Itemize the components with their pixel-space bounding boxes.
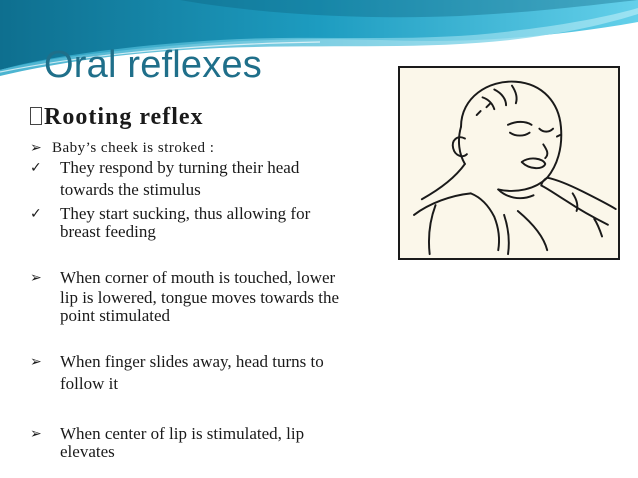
checkmark-icon: ✓: [30, 206, 42, 222]
list-item-text: follow it: [60, 374, 119, 393]
section-heading: [30, 104, 204, 131]
arrow-bullet-icon: ➢: [30, 270, 42, 286]
list-item-text: elevates: [60, 442, 115, 461]
baby-sketch-image: [400, 68, 618, 258]
list-item-text: When finger slides away, head turns to: [60, 352, 324, 371]
list-item-text: When center of lip is stimulated, lip: [60, 424, 305, 443]
list-item-text: breast feeding: [60, 222, 156, 241]
slide-title: Oral reflexes: [44, 44, 263, 86]
list-item-text: towards the stimulus: [60, 180, 201, 199]
section-heading-text: Rooting reflex: [44, 104, 204, 130]
list-item-text: point stimulated: [60, 306, 171, 325]
list-item-text: When corner of mouth is touched, lower: [60, 268, 336, 287]
missing-glyph-icon: [30, 107, 42, 125]
baby-rooting-illustration: [398, 66, 620, 260]
list-item-text: lip is lowered, tongue moves towards the: [60, 288, 340, 307]
arrow-bullet-icon: ➢: [30, 426, 42, 442]
arrow-bullet-icon: ➢: [30, 354, 42, 370]
list-item-text: They respond by turning their head: [60, 158, 300, 177]
arrow-bullet-icon: ➢: [30, 140, 42, 156]
list-item-text: They start sucking, thus allowing for: [60, 204, 311, 223]
intro-text: Baby’s cheek is stroked :: [52, 140, 215, 156]
checkmark-icon: ✓: [30, 160, 42, 176]
